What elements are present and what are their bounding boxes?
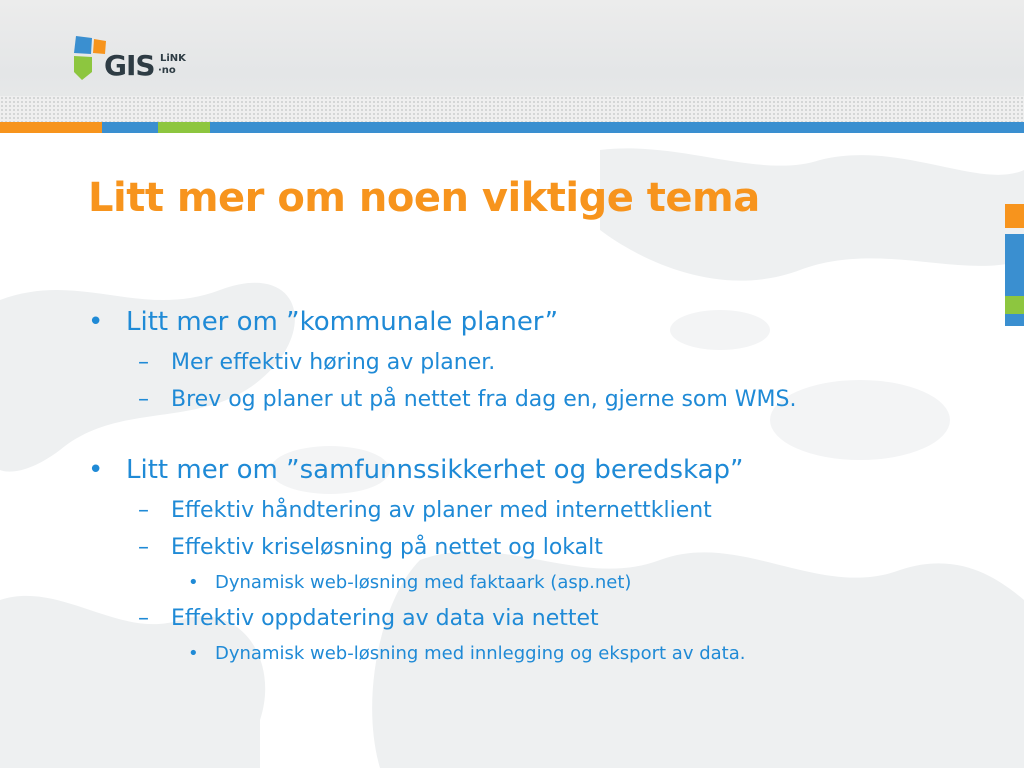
- logo-wordmark: GIS: [104, 49, 155, 82]
- bullet-samfunnssikkerhet: [88, 448, 968, 492]
- section-gap: [88, 418, 968, 448]
- sub-sub-item-text: Dynamisk web-løsning med faktaark (asp.net): [215, 572, 632, 593]
- dotted-strip: [0, 96, 1024, 122]
- side-tab-orange: [1005, 204, 1024, 228]
- slide-body: [88, 300, 968, 671]
- bullet-marker: •: [188, 643, 199, 664]
- dash-marker: –: [138, 535, 149, 560]
- side-tab-blue-small: [1005, 314, 1024, 326]
- slide-title: Litt mer om noen viktige tema: [88, 175, 760, 221]
- header-color-bar: [0, 122, 1024, 133]
- sub-sub-item: [88, 637, 968, 671]
- bullet-marker: •: [88, 455, 104, 485]
- side-tab-green: [1005, 296, 1024, 314]
- side-color-tabs: [1005, 204, 1024, 326]
- sub-item: [88, 381, 968, 418]
- color-bar-blue-long: [210, 122, 1024, 133]
- color-bar-blue: [102, 122, 158, 133]
- logo-tld: ·no: [158, 65, 176, 76]
- gislink-logo: [72, 32, 202, 92]
- sub-item: [88, 600, 968, 637]
- dash-marker: –: [138, 498, 149, 523]
- color-bar-orange: [0, 122, 102, 133]
- sub-item-text: Mer effektiv høring av planer.: [171, 350, 496, 375]
- side-tab-blue: [1005, 234, 1024, 296]
- dash-marker: –: [138, 350, 149, 375]
- sub-item: [88, 529, 968, 566]
- sub-item-text: Effektiv oppdatering av data via nettet: [171, 606, 599, 631]
- bullet-text: Litt mer om ”samfunnssikkerhet og beredskap”: [126, 455, 744, 485]
- sub-item-text: Brev og planer ut på nettet fra dag en, gjerne som WMS.: [171, 387, 797, 412]
- bullet-text: Litt mer om ”kommunale planer”: [126, 307, 559, 337]
- color-bar-green: [158, 122, 210, 133]
- bullet-kommunale-planer: [88, 300, 968, 344]
- dash-marker: –: [138, 387, 149, 412]
- logo-superscript: LiNK: [160, 53, 186, 64]
- sub-sub-item-text: Dynamisk web-løsning med innlegging og eksport av data.: [215, 643, 746, 664]
- bullet-marker: •: [188, 572, 199, 593]
- sub-item: [88, 344, 968, 381]
- sub-item: [88, 492, 968, 529]
- sub-item-text: Effektiv kriseløsning på nettet og lokalt: [171, 535, 603, 560]
- dash-marker: –: [138, 606, 149, 631]
- sub-sub-item: [88, 566, 968, 600]
- sub-item-text: Effektiv håndtering av planer med internettklient: [171, 498, 712, 523]
- bullet-marker: •: [88, 307, 104, 337]
